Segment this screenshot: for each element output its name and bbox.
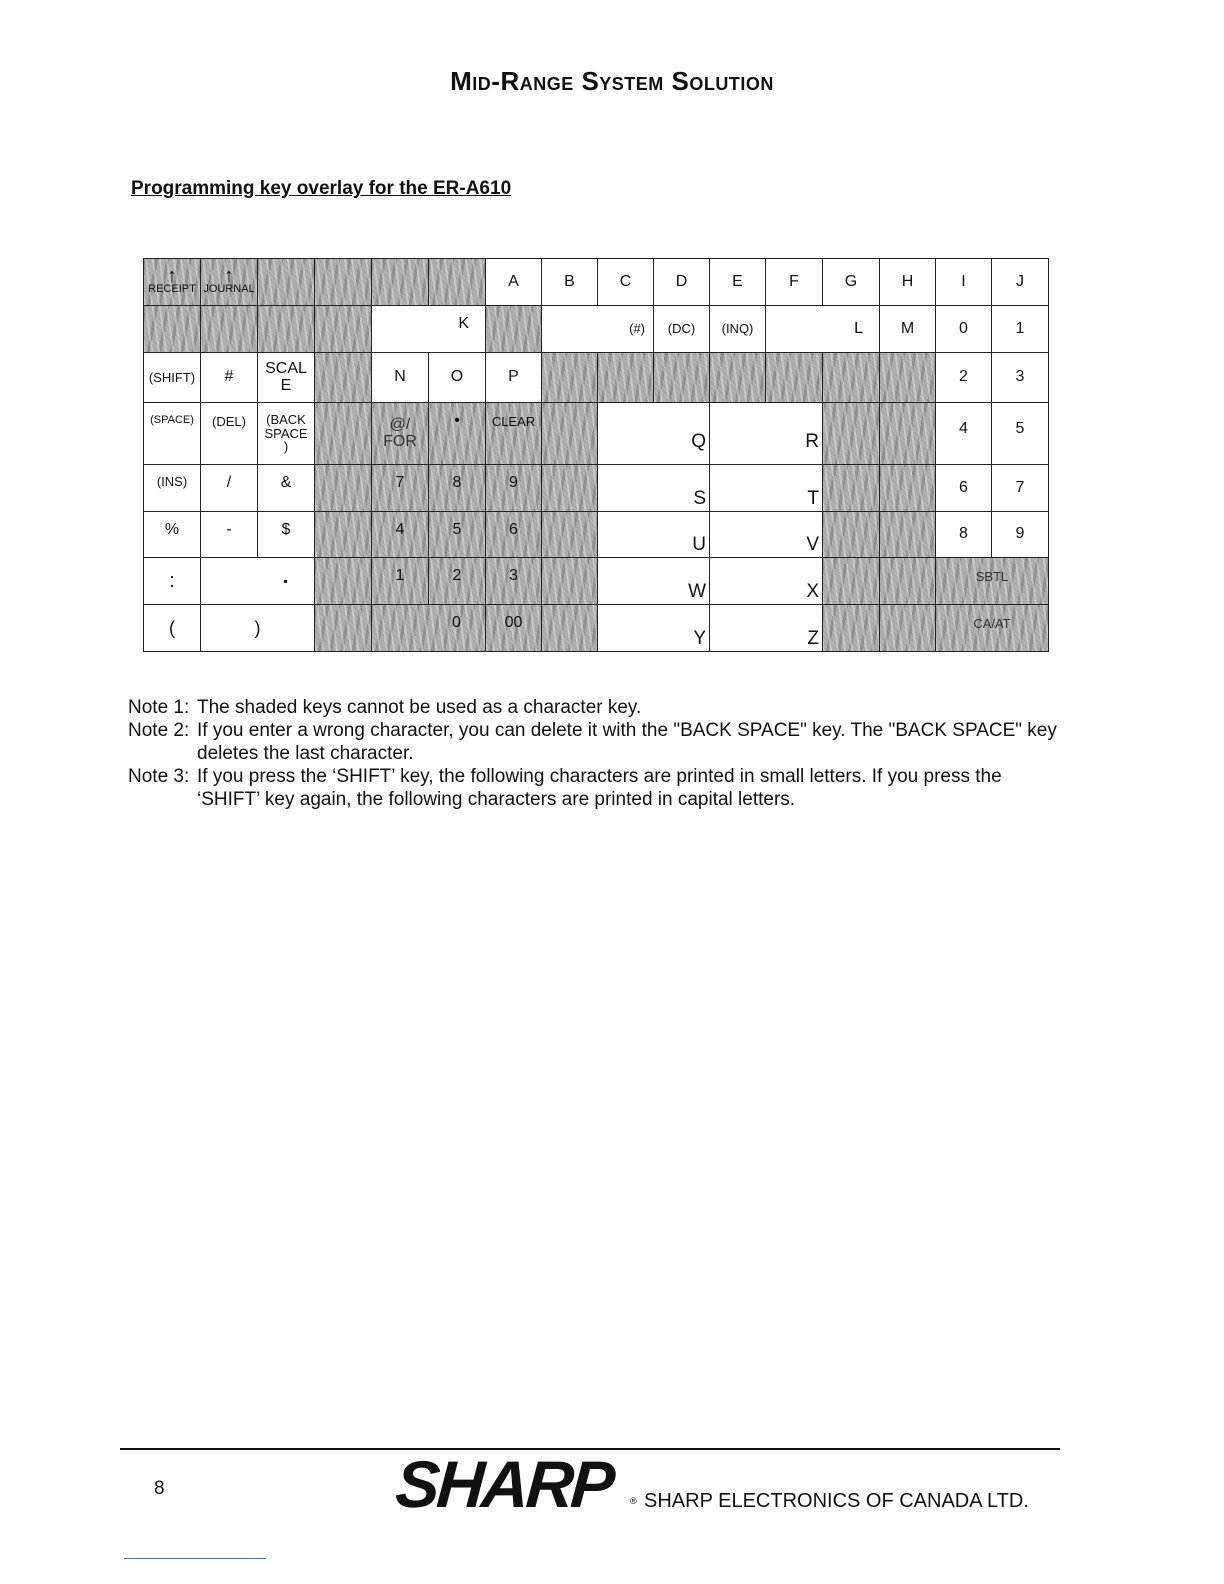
shaded-key <box>542 512 598 558</box>
key-2-numpad: 2 <box>429 558 486 605</box>
shaded-key <box>315 259 372 306</box>
key-p: P <box>486 353 542 403</box>
key-w: W <box>598 558 710 605</box>
shaded-key <box>880 403 936 465</box>
bottom-divider <box>124 1558 266 1559</box>
shaded-key <box>258 259 315 306</box>
key-label: RECEIPT <box>148 283 196 296</box>
note-item <box>128 765 1068 811</box>
shaded-key <box>315 353 372 403</box>
key-x: X <box>710 558 823 605</box>
shaded-key <box>823 558 880 605</box>
shaded-key <box>823 403 880 465</box>
key-left-paren: ( <box>144 605 201 651</box>
key-d: D <box>654 259 710 306</box>
key-label: JOURNAL <box>203 283 255 296</box>
key-number: (#) <box>542 306 654 353</box>
key-6: 6 <box>936 465 992 512</box>
key-a: A <box>486 259 542 306</box>
shaded-key <box>880 605 936 651</box>
key-e: E <box>710 259 766 306</box>
shaded-key <box>823 353 880 403</box>
journal-feed-key <box>201 259 258 306</box>
key-overlay-grid <box>143 258 1049 652</box>
key-t: T <box>710 465 823 512</box>
shaded-key <box>823 512 880 558</box>
key-dollar: $ <box>258 512 315 558</box>
key-percent: % <box>144 512 201 558</box>
shaded-key <box>315 512 372 558</box>
shaded-key <box>201 306 258 353</box>
key-del: (DEL) <box>201 403 258 465</box>
key-colon: : <box>144 558 201 605</box>
key-4-numpad: 4 <box>372 512 429 558</box>
shaded-key <box>880 353 936 403</box>
receipt-feed-key <box>144 259 201 306</box>
shaded-key <box>766 353 823 403</box>
key-at-for: @/ FOR <box>372 403 429 465</box>
key-n: N <box>372 353 429 403</box>
key-1-numpad: 1 <box>372 558 429 605</box>
key-hash: # <box>201 353 258 403</box>
key-3: 3 <box>992 353 1048 403</box>
key-9-digit: 9 <box>992 512 1048 558</box>
key-8: 8 <box>429 465 486 512</box>
shaded-key <box>315 465 372 512</box>
shaded-key <box>144 306 201 353</box>
note-label: Note 3: <box>128 766 190 787</box>
note-item <box>128 719 1068 765</box>
key-7-digit: 7 <box>992 465 1048 512</box>
key-y: Y <box>598 605 710 651</box>
shaded-key <box>315 403 372 465</box>
key-z: Z <box>710 605 823 651</box>
key-s: S <box>598 465 710 512</box>
key-i: I <box>936 259 992 306</box>
key-shift: (SHIFT) <box>144 353 201 403</box>
shaded-key <box>486 306 542 353</box>
shaded-key <box>880 558 936 605</box>
key-slash: / <box>201 465 258 512</box>
key-j: J <box>992 259 1048 306</box>
key-2: 2 <box>936 353 992 403</box>
key-c: C <box>598 259 654 306</box>
key-ampersand: & <box>258 465 315 512</box>
key-u: U <box>598 512 710 558</box>
key-3-numpad: 3 <box>486 558 542 605</box>
sharp-logo: SHARP <box>393 1447 615 1521</box>
key-sbtl: SBTL <box>936 558 1048 605</box>
shaded-key <box>880 512 936 558</box>
key-ins: (INS) <box>144 465 201 512</box>
key-dc: (DC) <box>654 306 710 353</box>
key-right-paren: ) <box>201 605 315 651</box>
note-label: Note 1: <box>128 697 190 718</box>
note-text: The shaded keys cannot be used as a character key. <box>197 697 642 718</box>
key-00: 00 <box>486 605 542 651</box>
page-title: Mid-Range System Solution <box>450 66 774 96</box>
key-ca-at: CA/AT <box>936 605 1048 651</box>
page-number: 8 <box>154 1478 165 1499</box>
key-h: H <box>880 259 936 306</box>
key-scale: SCAL E <box>258 353 315 403</box>
key-1: 1 <box>992 306 1048 353</box>
key-7: 7 <box>372 465 429 512</box>
shaded-key <box>372 259 429 306</box>
shaded-key <box>880 465 936 512</box>
notes-section <box>128 696 1068 811</box>
shaded-key <box>598 353 654 403</box>
up-arrow-icon: ↑ <box>167 265 177 288</box>
key-4: 4 <box>936 403 992 465</box>
key-5-numpad: 5 <box>429 512 486 558</box>
key-q: Q <box>598 403 710 465</box>
shaded-key <box>315 558 372 605</box>
shaded-key <box>258 306 315 353</box>
registered-mark: ® <box>630 1496 637 1506</box>
key-k: K <box>372 306 486 353</box>
company-name: SHARP ELECTRONICS OF CANADA LTD. <box>644 1490 1029 1512</box>
key-0-numpad: 0 <box>372 605 486 651</box>
shaded-key <box>542 353 598 403</box>
shaded-key <box>710 353 766 403</box>
key-minus: - <box>201 512 258 558</box>
key-b: B <box>542 259 598 306</box>
note-text: If you enter a wrong character, you can delete it with the "BACK SPACE" key. The "BACK SPACE" key deletes the last character. <box>197 720 1057 764</box>
key-r: R <box>710 403 823 465</box>
shaded-key <box>823 465 880 512</box>
shaded-key <box>315 306 372 353</box>
shaded-key <box>315 605 372 651</box>
key-6-numpad: 6 <box>486 512 542 558</box>
key-v: V <box>710 512 823 558</box>
key-l: L <box>766 306 880 353</box>
shaded-key <box>542 403 598 465</box>
key-g: G <box>823 259 880 306</box>
key-dot: • <box>429 403 486 465</box>
key-period: ▪ <box>201 558 315 605</box>
key-inq: (INQ) <box>710 306 766 353</box>
shaded-key <box>823 605 880 651</box>
up-arrow-icon: ↑ <box>224 265 234 288</box>
key-8: 8 <box>936 512 992 558</box>
key-m: M <box>880 306 936 353</box>
shaded-key <box>542 465 598 512</box>
key-0: 0 <box>936 306 992 353</box>
key-clear: CLEAR <box>486 403 542 465</box>
note-text: If you press the ‘SHIFT’ key, the following characters are printed in small letters. If you press the ‘SHIFT’ key again, the following characters are printed in capital letters. <box>197 766 1002 810</box>
key-f: F <box>766 259 823 306</box>
shaded-key <box>654 353 710 403</box>
note-label: Note 2: <box>128 720 190 741</box>
shaded-key <box>542 605 598 651</box>
shaded-key <box>429 259 486 306</box>
key-space: (SPACE) <box>144 403 201 465</box>
key-back-space: (BACK SPACE ) <box>258 403 315 465</box>
section-title: Programming key overlay for the ER-A610 <box>131 178 512 199</box>
key-5: 5 <box>992 403 1048 465</box>
key-9: 9 <box>486 465 542 512</box>
note-item <box>128 696 1068 719</box>
shaded-key <box>542 558 598 605</box>
key-o: O <box>429 353 486 403</box>
